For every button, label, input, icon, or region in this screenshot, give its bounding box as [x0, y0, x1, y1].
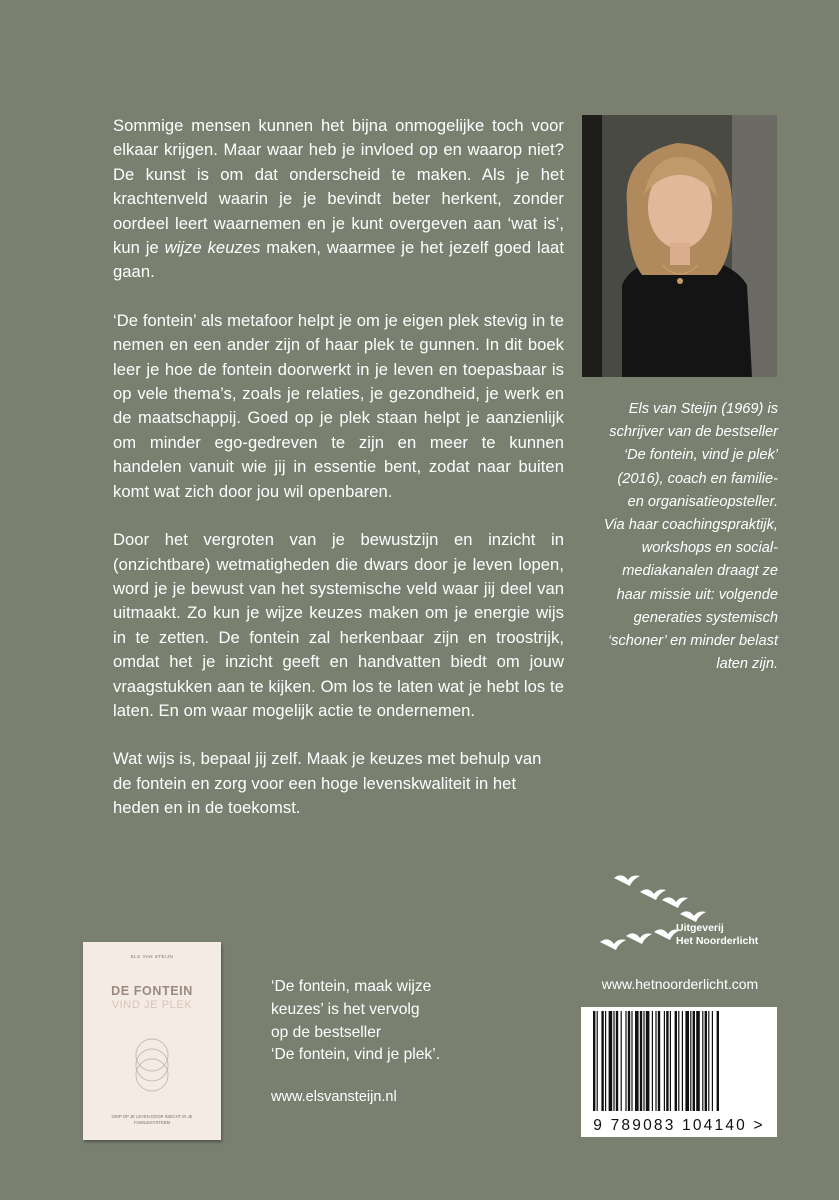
description-paragraph-1: Sommige mensen kunnen het bijna onmogelijke toch voor elkaar krijgen. Maar waar heb je invloed op en waarop niet? De kunst is om dat onderscheid te maken. Als je het krachtenveld waarin je je bevindt beter herkent, zonder oordeel leert waarnemen en je kunt overgeven aan ‘wat is’, kun je wijze keuzes maken, waarmee je het jezelf goed laat gaan. — [113, 116, 564, 282]
author-bio: Els van Steijn (1969) is schrijver van de bestseller ‘De fontein, vind je plek’ (2016), coach en familie- en organisatieopsteller. Via haar coachingspraktijk, workshops en social- mediakanalen draagt ze haar missie uit: volgende generaties systemisch ‘schoner’ en minder belast laten zijn. — [603, 401, 778, 673]
author-portrait-image — [582, 115, 777, 377]
publisher-website[interactable]: www.hetnoorderlicht.com — [601, 976, 759, 992]
publisher-name: Uitgeverij Het Noorderlicht — [676, 922, 759, 947]
barcode-bars — [581, 1011, 777, 1119]
book-title: DE FONTEIN — [111, 984, 193, 998]
book-subtitle-title: VIND JE PLEK — [111, 999, 193, 1011]
publisher-logo — [592, 870, 742, 970]
author-website[interactable]: www.elsvansteijn.nl — [271, 1089, 397, 1105]
description-paragraph-3: Door het vergroten van je bewustzijn en inzicht in (onzichtbare) wetmatigheden die dwars door je leven lopen, word je je bewust van het systemische veld waar jij deel van uitmaakt. Zo kun je wijze keuzes maken om je energie wijs in te zetten. De fontein zal herkenbaar zijn en troostrijk, omdat het je inzicht geeft en handvatten biedt om jouw vraagstukken aan te kijken. Om los te laten wat je hebt los te laten. En om waar mogelijk actie te ondernemen. — [113, 530, 564, 720]
fountain-rings-icon — [129, 1034, 175, 1096]
back-cover-description — [113, 114, 564, 845]
sequel-book-cover — [83, 942, 221, 1140]
emphasis-wijze-keuzes: wijze keuzes — [164, 238, 261, 258]
sequel-text: ‘De fontein, maak wijze keuzes’ is het vervolg op de bestseller ‘De fontein, vind je plek’. — [271, 978, 441, 1064]
description-paragraph-4: Wat wijs is, bepaal jij zelf. Maak je keuzes met behulp van de fontein en zorg voor een hoge levenskwaliteit in het heden en in de toekomst. — [113, 749, 542, 818]
isbn-number: 9 789083 104140 > — [593, 1117, 765, 1134]
isbn-barcode — [581, 1007, 777, 1137]
book-tagline: GRIP OP JE LEVEN DOOR INZICHT IN JE FAMILIESYSTEEM — [111, 1114, 193, 1125]
book-author: ELS VAN STEIJN — [130, 954, 174, 959]
description-paragraph-2: ‘De fontein’ als metafoor helpt je om je eigen plek stevig in te nemen en een ander zijn of haar plek te gunnen. In dit boek leer je hoe de fontein doorwerkt in je leven en toepasbaar is op vele thema’s, zoals je relaties, je gezondheid, je werk en de maatschappij. Goed op je plek staan helpt je aanzienlijk om minder ego-gedreven te zijn en meer te kunnen handelen vanuit wie jij in essentie bent, zodat naar buiten komt wat zich door jou wil openbaren. — [113, 310, 564, 501]
birds-icon — [592, 870, 742, 970]
author-photo — [582, 115, 777, 377]
